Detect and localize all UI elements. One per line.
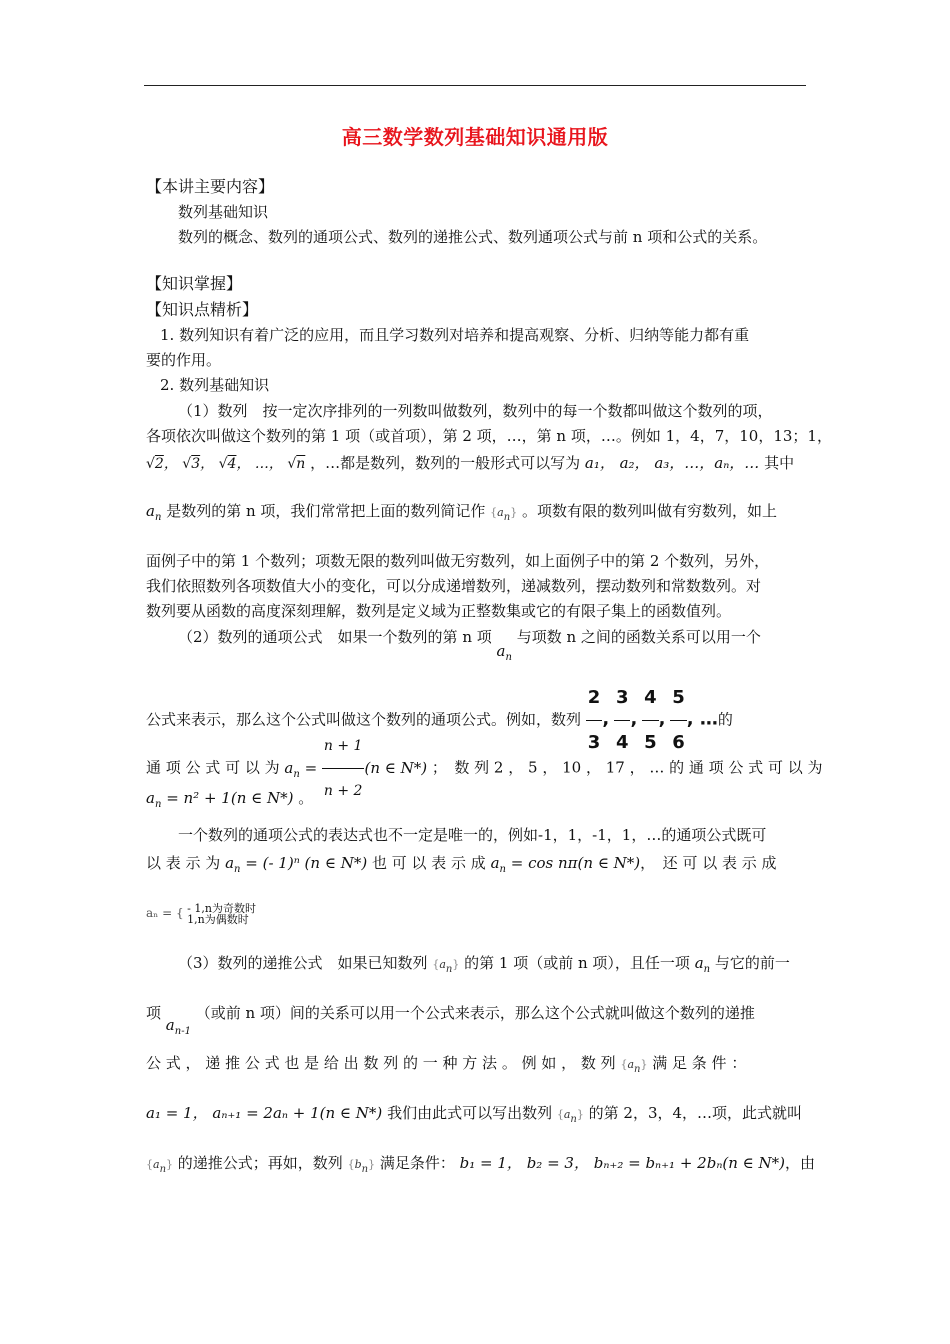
section-heading-main: 【本讲主要内容】 bbox=[146, 177, 275, 196]
set-an: {an} bbox=[556, 1108, 584, 1125]
p1-line2: 各项依次叫做这个数列的第 1 项（或首项），第 2 项，…，第 n 项，…。例如 1，4，7，10，13；1， bbox=[146, 427, 832, 445]
section-main-line1: 数列基础知识 bbox=[178, 203, 269, 221]
p1-line1: （1）数列 按一定次序排列的一列数叫做数列，数列中的每一个数都叫做这个数列的项， bbox=[178, 402, 773, 420]
piecewise-formula: aₙ = { - 1,n为奇数时 1,n为偶数时 bbox=[146, 902, 256, 926]
formula-2: $a_n = n^2 + 1(n$ ∈ N*) bbox=[146, 789, 294, 810]
p3-line1: （3）数列的递推公式 如果已知数列 {an} 的第 1 项（或前 n 项），且任一项 $a_n$ 与它的前一 bbox=[178, 954, 790, 975]
set-an: {an} bbox=[146, 1158, 174, 1175]
fraction-4-5: $\frac{4}{5}$ bbox=[642, 676, 659, 765]
page-title: 高三数学数列基础知识通用版 bbox=[341, 125, 609, 149]
an-symbol: $a_n$ bbox=[146, 502, 162, 523]
set-an: {an} bbox=[620, 1058, 648, 1075]
p2-line4: $a_n = n^2 + 1(n$ ∈ N*) 。 bbox=[146, 789, 314, 810]
an-minus-1: $a_{n-1}$ bbox=[165, 1016, 191, 1037]
fraction-5-6: $\frac{5}{6}$ bbox=[670, 676, 687, 765]
sqrt-terms: √2， √3， √4， …， √n bbox=[146, 456, 306, 472]
section-heading-mastery: 【知识掌握】 bbox=[146, 274, 243, 293]
item2: 2. 数列基础知识 bbox=[160, 376, 270, 394]
section-subheading: 【知识点精析】 bbox=[146, 300, 259, 319]
p1-line3: √2， √3， √4， …， √n ，…都是数列，数列的一般形式可以写为 a₁， a₂， a₃，…，aₙ，… 其中 bbox=[146, 454, 795, 472]
section-main-line2: 数列的概念、数列的通项公式、数列的递推公式、数列通项公式与前 n 项和公式的关系。 bbox=[178, 228, 768, 246]
p3-line4: a₁ = 1， aₙ₊₁ = 2aₙ + 1(n ∈ N*) 我们由此式可以写出数列 {an} 的第 2，3，4，…项，此式就叫 bbox=[146, 1104, 803, 1125]
set-an: {an} bbox=[432, 958, 460, 975]
p2-line2: 公式来表示，那么这个公式叫做这个数列的通项公式。例如，数列 $\frac{2}{3}$ , $\frac{3}{4}$ , $\frac{4}{5}$ , $\frac{5}{6}$ , …的 bbox=[146, 676, 733, 765]
p2-line6: 以 表 示 为 $a_n$ = (- 1)ⁿ (n ∈ N*) 也 可 以 表 示 成 $a_n = \cos n\pi(n$ ∈ N*)， 还 可 以 表 示 成 bbox=[146, 854, 777, 875]
set-bn: {bn} bbox=[347, 1158, 376, 1175]
item1-line2: 要的作用。 bbox=[146, 351, 222, 369]
p2-line5: 一个数列的通项公式的表达式也不一定是唯一的，例如-1，1，-1，1，…的通项公式既可 bbox=[178, 826, 767, 844]
fraction-3-4: $\frac{3}{4}$ bbox=[614, 676, 631, 765]
general-form: a₁， a₂， a₃，…，aₙ，… bbox=[584, 454, 760, 472]
p1-line7: 数列要从函数的高度深刻理解，数列是定义域为正整数集或它的有限子集上的函数值列。 bbox=[146, 602, 732, 620]
p3-line5: {an} 的递推公式；再如，数列 {bn} 满足条件： b₁ = 1， b₂ = 3， bₙ₊₂ = bₙ₊₁ + 2bₙ(n ∈ N*)，由 bbox=[146, 1154, 816, 1175]
header-rule bbox=[144, 85, 806, 86]
an-symbol: $a_n$ bbox=[496, 642, 512, 663]
an-symbol: $a_n$ bbox=[694, 954, 711, 975]
fraction-2-3: $\frac{2}{3}$ bbox=[586, 676, 603, 765]
formula-1: $a_n$ = $\frac{n + 1}{n + 2}$ (n ∈ N*) bbox=[284, 759, 427, 777]
p2-line3: 通 项 公 式 可 以 为 $a_n$ = $\frac{n + 1}{n + 2}$ (n ∈ N*) ； 数 列 2 ， 5 ， 10 ， 17 ， … 的 通 项 公 式 可 以 为 bbox=[146, 724, 822, 813]
p1-line4: $a_n$ 是数列的第 n 项，我们常常把上面的数列简记作 {an} 。项数有限的数列叫做有穷数列，如上 bbox=[146, 502, 777, 523]
formula-4: $a_n = \cos n\pi(n$ ∈ N*) bbox=[490, 854, 641, 875]
item1-line1: 1. 数列知识有着广泛的应用，而且学习数列对培养和提高观察、分析、归纳等能力都有重 bbox=[160, 326, 750, 344]
p1-line5: 面例子中的第 1 个数列；项数无限的数列叫做无穷数列，如上面例子中的第 2 个数列，另外， bbox=[146, 552, 770, 570]
recurrence-b: b₁ = 1， b₂ = 3， bₙ₊₂ = bₙ₊₁ + 2bₙ(n ∈ N*) bbox=[459, 1154, 786, 1172]
set-an: {an} bbox=[490, 506, 518, 523]
recurrence-a: a₁ = 1， aₙ₊₁ = 2aₙ + 1(n ∈ N*) bbox=[146, 1104, 383, 1122]
p1-line6: 我们依照数列各项数值大小的变化，可以分成递增数列，递减数列，摆动数列和常数数列。对 bbox=[146, 577, 762, 595]
p3-line2: 项 $a_{n-1}$ （或前 n 项）间的关系可以用一个公式来表示，那么这个公式就叫做这个数列的递推 bbox=[146, 1004, 755, 1037]
p2-line1: （2）数列的通项公式 如果一个数列的第 n 项 $a_n$ 与项数 n 之间的函数关系可以用一个 bbox=[178, 628, 761, 663]
formula-3: $a_n$ = (- 1)ⁿ (n ∈ N*) bbox=[225, 854, 368, 875]
p3-line3: 公 式 ， 递 推 公 式 也 是 给 出 数 列 的 一 种 方 法 。 例 如 ， 数 列 {an} 满 足 条 件 ： bbox=[146, 1054, 747, 1075]
